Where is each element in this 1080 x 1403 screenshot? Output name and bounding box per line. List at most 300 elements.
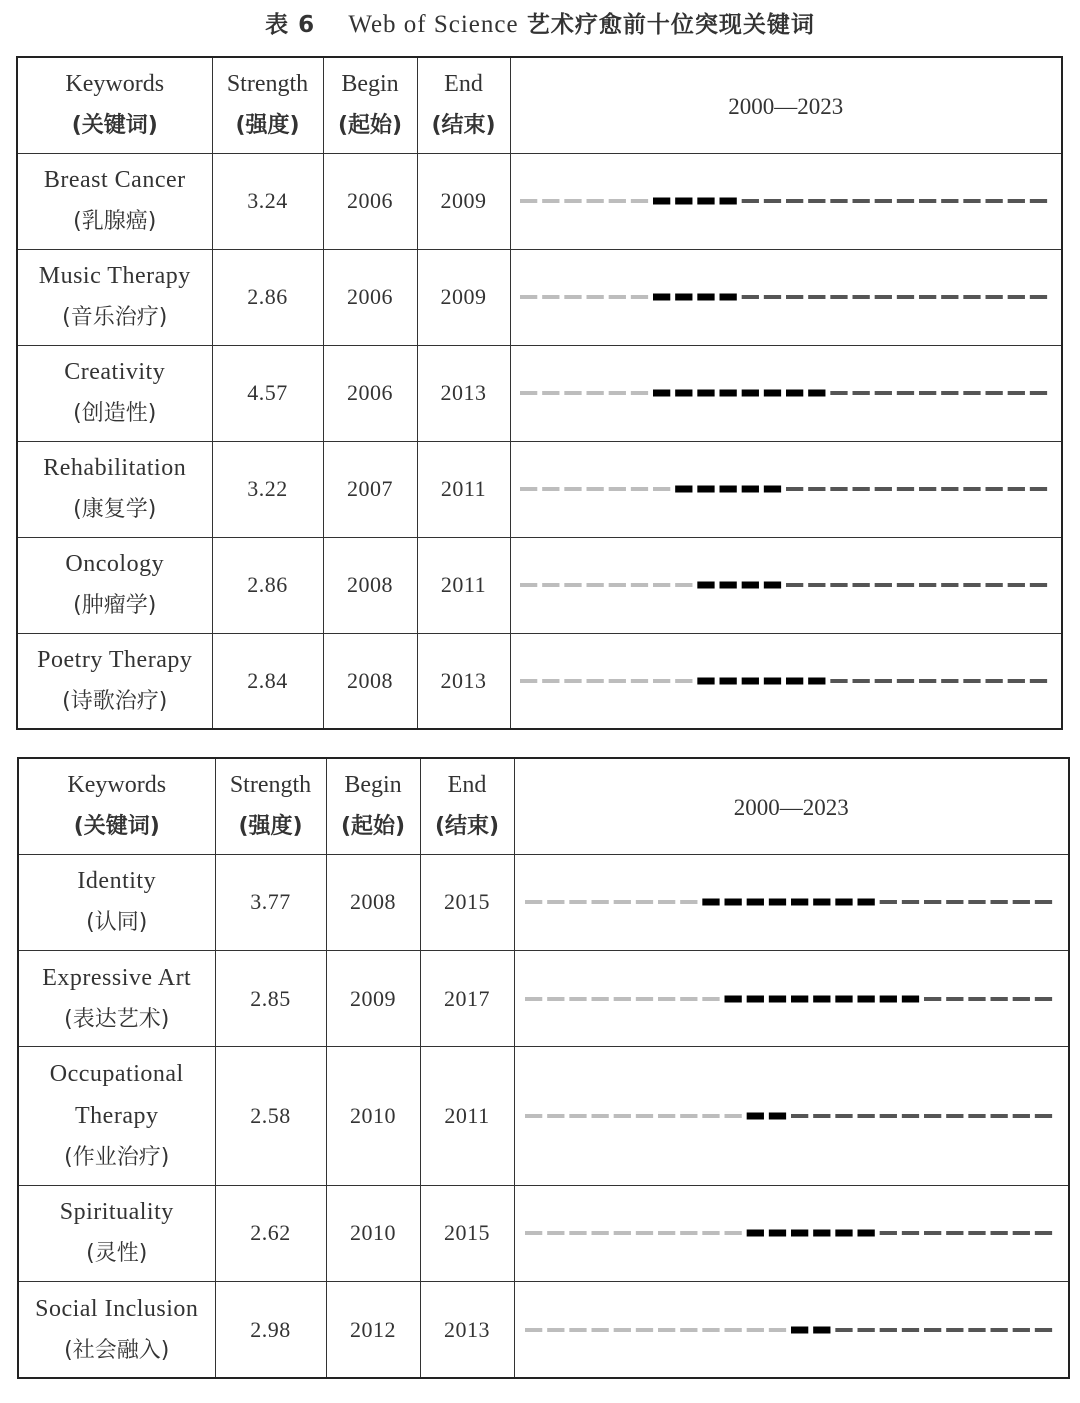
burst-segment-2010 [747, 995, 764, 1002]
pre-burst-segment-2011 [769, 1328, 786, 1332]
keyword-en: Occupational Therapy [49, 1061, 184, 1130]
pre-burst-segment-2004 [614, 900, 631, 904]
burst-segment-2017 [902, 995, 919, 1002]
pre-burst-segment-2004 [614, 1231, 631, 1235]
pre-burst-segment-2006 [653, 583, 670, 587]
post-burst-segment-2019 [941, 199, 958, 203]
begin-year: 2009 [326, 951, 420, 1047]
burst-segment-2012 [791, 899, 808, 906]
pre-burst-segment-2002 [570, 1231, 587, 1235]
pre-burst-segment-2004 [608, 487, 625, 491]
caption-text: 艺术疗愈前十位突现关键词 [526, 12, 815, 38]
post-burst-segment-2019 [946, 997, 963, 1001]
begin-year: 2006 [323, 249, 417, 345]
post-burst-segment-2018 [924, 1231, 941, 1235]
keyword-zh: (音乐治疗) [62, 305, 168, 330]
burst-segment-2013 [813, 899, 830, 906]
keyword-zh: (作业治疗) [64, 1145, 170, 1171]
header-begin-zh: (起始) [337, 113, 403, 139]
post-burst-segment-2015 [858, 1114, 875, 1118]
pre-burst-segment-2005 [631, 487, 648, 491]
pre-burst-segment-2002 [570, 997, 587, 1001]
pre-burst-segment-2009 [725, 1328, 742, 1332]
pre-burst-segment-2001 [547, 1231, 564, 1235]
keyword-zh: (肿瘤学) [73, 593, 157, 618]
post-burst-segment-2021 [985, 295, 1002, 299]
post-burst-segment-2017 [897, 583, 914, 587]
post-burst-segment-2021 [985, 583, 1002, 587]
keyword-en: Spirituality [59, 1199, 174, 1226]
burst-segment-2011 [769, 1230, 786, 1237]
begin-year: 2007 [323, 441, 417, 537]
burst-segment-2008 [697, 677, 714, 684]
pre-burst-segment-2005 [631, 199, 648, 203]
pre-burst-segment-2003 [592, 997, 609, 1001]
burst-segment-2009 [719, 390, 736, 397]
burst-segment-2010 [747, 1230, 764, 1237]
burst-segment-2011 [764, 677, 781, 684]
burst-segment-2011 [764, 582, 781, 589]
burst-segment-2008 [697, 582, 714, 589]
end-year: 2015 [420, 1185, 514, 1281]
pre-burst-segment-2004 [614, 1328, 631, 1332]
post-burst-segment-2017 [902, 900, 919, 904]
pre-burst-segment-2004 [608, 583, 625, 587]
post-burst-segment-2020 [963, 391, 980, 395]
pre-burst-segment-2003 [586, 583, 603, 587]
pre-burst-segment-2000 [520, 391, 537, 395]
post-burst-segment-2023 [1030, 295, 1047, 299]
caption-number: 表 6 [265, 12, 316, 38]
burst-timeline-cell [514, 1047, 1069, 1185]
pre-burst-segment-2003 [586, 679, 603, 683]
header-strength [215, 758, 326, 854]
burst-segment-2009 [719, 198, 736, 205]
post-burst-segment-2018 [919, 391, 936, 395]
begin-year: 2008 [326, 854, 420, 950]
pre-burst-segment-2001 [547, 1114, 564, 1118]
burst-segment-2014 [836, 1230, 853, 1237]
burst-segment-2008 [697, 294, 714, 301]
post-burst-segment-2021 [985, 679, 1002, 683]
post-burst-segment-2019 [941, 583, 958, 587]
pre-burst-segment-2002 [564, 391, 581, 395]
burst-segment-2015 [858, 1230, 875, 1237]
pre-burst-segment-2003 [586, 199, 603, 203]
pre-burst-segment-2000 [520, 199, 537, 203]
begin-year: 2010 [326, 1047, 420, 1185]
post-burst-segment-2023 [1030, 199, 1047, 203]
burst-timeline-cell [510, 633, 1062, 729]
post-burst-segment-2015 [858, 1328, 875, 1332]
burst-segment-2009 [719, 294, 736, 301]
header-end [417, 57, 510, 153]
post-burst-segment-2016 [874, 391, 891, 395]
pre-burst-segment-2006 [658, 900, 675, 904]
burst-segment-2011 [764, 390, 781, 397]
end-year: 2017 [420, 951, 514, 1047]
caption-database: Web of Science [348, 11, 519, 38]
post-burst-segment-2021 [985, 391, 1002, 395]
pre-burst-segment-2005 [636, 997, 653, 1001]
pre-burst-segment-2004 [614, 997, 631, 1001]
burst-segment-2008 [697, 486, 714, 493]
post-burst-segment-2021 [985, 199, 1002, 203]
end-year: 2009 [417, 153, 510, 249]
burst-timeline-cell [514, 854, 1069, 950]
strength-value: 2.58 [215, 1047, 326, 1185]
post-burst-segment-2017 [897, 199, 914, 203]
keyword-zh: (乳腺癌) [73, 209, 157, 234]
pre-burst-segment-2002 [564, 199, 581, 203]
pre-burst-segment-2007 [680, 1231, 697, 1235]
pre-burst-segment-2002 [570, 900, 587, 904]
pre-burst-segment-2001 [542, 199, 559, 203]
post-burst-segment-2020 [969, 1328, 986, 1332]
burst-segment-2010 [747, 1113, 764, 1120]
pre-burst-segment-2005 [631, 295, 648, 299]
table-row [17, 249, 1062, 345]
burst-segment-2007 [675, 294, 692, 301]
pre-burst-segment-2000 [525, 1114, 542, 1118]
post-burst-segment-2023 [1035, 1114, 1052, 1118]
burst-timeline-cell [514, 951, 1069, 1047]
pre-burst-segment-2004 [608, 295, 625, 299]
burst-segment-2010 [741, 677, 758, 684]
pre-burst-segment-2007 [680, 1328, 697, 1332]
burst-segment-2008 [697, 198, 714, 205]
keyword-cell [17, 441, 212, 537]
burst-segment-2015 [858, 899, 875, 906]
begin-year: 2008 [323, 633, 417, 729]
post-burst-segment-2020 [963, 679, 980, 683]
pre-burst-segment-2007 [680, 900, 697, 904]
header-end-en: End [447, 772, 487, 799]
post-burst-segment-2020 [963, 487, 980, 491]
post-burst-segment-2022 [1007, 487, 1024, 491]
keyword-cell [18, 1047, 215, 1185]
pre-burst-segment-2000 [520, 679, 537, 683]
pre-burst-segment-2009 [725, 1114, 742, 1118]
pre-burst-segment-2000 [525, 900, 542, 904]
table-row [18, 1185, 1069, 1281]
burst-segment-2010 [741, 390, 758, 397]
post-burst-segment-2011 [764, 295, 781, 299]
keyword-cell [18, 951, 215, 1047]
post-burst-segment-2016 [874, 295, 891, 299]
burst-segment-2009 [719, 677, 736, 684]
keyword-en: Oncology [65, 551, 165, 577]
burst-timeline [516, 381, 1056, 405]
end-year: 2013 [420, 1282, 514, 1378]
post-burst-segment-2022 [1013, 900, 1030, 904]
table-row [17, 345, 1062, 441]
keyword-zh: (认同) [86, 910, 148, 936]
post-burst-segment-2021 [991, 1328, 1008, 1332]
pre-burst-segment-2008 [703, 1328, 720, 1332]
pre-burst-segment-2004 [608, 679, 625, 683]
pre-burst-segment-2001 [542, 295, 559, 299]
keyword-cell [17, 345, 212, 441]
burst-segment-2011 [769, 1113, 786, 1120]
header-range [514, 758, 1069, 854]
post-burst-segment-2018 [924, 1114, 941, 1118]
table-row [17, 633, 1062, 729]
burst-segment-2009 [719, 582, 736, 589]
burst-timeline-cell [514, 1282, 1069, 1378]
header-keywords [18, 758, 215, 854]
pre-burst-segment-2002 [564, 679, 581, 683]
pre-burst-segment-2001 [547, 997, 564, 1001]
pre-burst-segment-2007 [675, 679, 692, 683]
keyword-cell [18, 1185, 215, 1281]
post-burst-segment-2015 [852, 679, 869, 683]
post-burst-segment-2014 [830, 295, 847, 299]
pre-burst-segment-2005 [631, 391, 648, 395]
burst-segment-2008 [697, 390, 714, 397]
burst-table-2 [17, 757, 1070, 1379]
burst-segment-2009 [725, 995, 742, 1002]
post-burst-segment-2017 [902, 1114, 919, 1118]
burst-segment-2006 [653, 198, 670, 205]
pre-burst-segment-2002 [570, 1114, 587, 1118]
post-burst-segment-2016 [880, 1328, 897, 1332]
burst-segment-2015 [858, 995, 875, 1002]
pre-burst-segment-2006 [658, 1114, 675, 1118]
strength-value: 2.86 [212, 249, 323, 345]
pre-burst-segment-2005 [631, 583, 648, 587]
end-year: 2013 [417, 633, 510, 729]
post-burst-segment-2021 [985, 487, 1002, 491]
pre-burst-segment-2000 [525, 1328, 542, 1332]
burst-segment-2008 [703, 899, 720, 906]
post-burst-segment-2018 [924, 997, 941, 1001]
post-burst-segment-2015 [852, 487, 869, 491]
post-burst-segment-2010 [741, 295, 758, 299]
burst-timeline [516, 573, 1056, 597]
post-burst-segment-2012 [786, 295, 803, 299]
pre-burst-segment-2003 [586, 487, 603, 491]
post-burst-segment-2023 [1035, 1231, 1052, 1235]
post-burst-segment-2020 [969, 900, 986, 904]
header-range-label: 2000—2023 [733, 795, 849, 820]
table-row [18, 854, 1069, 950]
post-burst-segment-2022 [1007, 391, 1024, 395]
burst-timeline [521, 987, 1061, 1011]
post-burst-segment-2013 [808, 583, 825, 587]
post-burst-segment-2014 [830, 679, 847, 683]
header-begin [326, 758, 420, 854]
pre-burst-segment-2008 [703, 997, 720, 1001]
burst-segment-2013 [808, 390, 825, 397]
burst-segment-2011 [769, 899, 786, 906]
post-burst-segment-2022 [1007, 199, 1024, 203]
keyword-en: Music Therapy [38, 263, 191, 289]
pre-burst-segment-2010 [747, 1328, 764, 1332]
keyword-zh: (康复学) [73, 497, 157, 522]
strength-value: 4.57 [212, 345, 323, 441]
post-burst-segment-2014 [836, 1328, 853, 1332]
keyword-en: Social Inclusion [35, 1295, 199, 1322]
pre-burst-segment-2004 [614, 1114, 631, 1118]
post-burst-segment-2020 [963, 583, 980, 587]
burst-segment-2016 [880, 995, 897, 1002]
keyword-en: Breast Cancer [43, 167, 186, 193]
header-strength-zh: (强度) [238, 814, 303, 840]
post-burst-segment-2018 [924, 900, 941, 904]
pre-burst-segment-2003 [592, 1114, 609, 1118]
burst-segment-2014 [836, 995, 853, 1002]
pre-burst-segment-2003 [592, 1328, 609, 1332]
pre-burst-segment-2001 [542, 679, 559, 683]
burst-segment-2013 [813, 1230, 830, 1237]
post-burst-segment-2017 [902, 1231, 919, 1235]
burst-segment-2010 [741, 486, 758, 493]
keyword-cell [17, 249, 212, 345]
begin-year: 2008 [323, 537, 417, 633]
header-end-zh: (结束) [434, 814, 500, 840]
burst-segment-2009 [719, 486, 736, 493]
post-burst-segment-2017 [897, 391, 914, 395]
pre-burst-segment-2005 [636, 900, 653, 904]
header-end-zh: (结束) [431, 113, 496, 139]
burst-timeline [516, 285, 1056, 309]
post-burst-segment-2018 [924, 1328, 941, 1332]
post-burst-segment-2012 [786, 487, 803, 491]
pre-burst-segment-2000 [520, 487, 537, 491]
post-burst-segment-2019 [946, 1328, 963, 1332]
header-strength-en: Strength [226, 71, 309, 98]
post-burst-segment-2012 [786, 583, 803, 587]
post-burst-segment-2015 [852, 295, 869, 299]
pre-burst-segment-2006 [658, 1328, 675, 1332]
pre-burst-segment-2006 [653, 487, 670, 491]
pre-burst-segment-2007 [680, 997, 697, 1001]
keyword-zh: (灵性) [86, 1241, 148, 1267]
post-burst-segment-2019 [946, 900, 963, 904]
burst-timeline [521, 890, 1061, 914]
pre-burst-segment-2008 [703, 1114, 720, 1118]
post-burst-segment-2020 [963, 199, 980, 203]
header-keywords-zh: (关键词) [71, 113, 158, 139]
header-range-label: 2000—2023 [728, 94, 844, 119]
pre-burst-segment-2001 [542, 487, 559, 491]
post-burst-segment-2020 [963, 295, 980, 299]
post-burst-segment-2022 [1013, 997, 1030, 1001]
post-burst-segment-2012 [791, 1114, 808, 1118]
burst-timeline [516, 477, 1056, 501]
post-burst-segment-2016 [874, 679, 891, 683]
post-burst-segment-2019 [941, 295, 958, 299]
post-burst-segment-2023 [1035, 900, 1052, 904]
header-begin-en: Begin [341, 71, 399, 98]
pre-burst-segment-2008 [703, 1231, 720, 1235]
header-strength [212, 57, 323, 153]
post-burst-segment-2016 [874, 487, 891, 491]
post-burst-segment-2018 [919, 487, 936, 491]
burst-segment-2014 [836, 899, 853, 906]
keyword-en: Identity [77, 868, 157, 895]
burst-timeline-cell [510, 537, 1062, 633]
keyword-cell [18, 854, 215, 950]
post-burst-segment-2013 [808, 199, 825, 203]
keyword-en: Creativity [64, 359, 166, 385]
header-row [17, 57, 1062, 153]
header-end [420, 758, 514, 854]
keyword-en: Expressive Art [42, 964, 192, 991]
pre-burst-segment-2009 [725, 1231, 742, 1235]
post-burst-segment-2018 [919, 679, 936, 683]
post-burst-segment-2016 [880, 1231, 897, 1235]
post-burst-segment-2022 [1007, 295, 1024, 299]
burst-timeline-cell [510, 441, 1062, 537]
begin-year: 2006 [323, 153, 417, 249]
pre-burst-segment-2007 [675, 583, 692, 587]
burst-timeline-cell [514, 1185, 1069, 1281]
begin-year: 2006 [323, 345, 417, 441]
burst-segment-2006 [653, 294, 670, 301]
header-keywords-en: Keywords [65, 71, 165, 98]
header-keywords-zh: (关键词) [73, 814, 160, 840]
post-burst-segment-2018 [919, 583, 936, 587]
pre-burst-segment-2000 [525, 1231, 542, 1235]
post-burst-segment-2022 [1013, 1231, 1030, 1235]
burst-segment-2013 [813, 995, 830, 1002]
burst-segment-2013 [808, 677, 825, 684]
pre-burst-segment-2000 [520, 583, 537, 587]
end-year: 2011 [417, 441, 510, 537]
header-begin-en: Begin [344, 772, 402, 799]
burst-segment-2012 [791, 1230, 808, 1237]
pre-burst-segment-2005 [631, 679, 648, 683]
post-burst-segment-2013 [808, 487, 825, 491]
keyword-cell [17, 153, 212, 249]
pre-burst-segment-2001 [547, 1328, 564, 1332]
burst-timeline [516, 189, 1056, 213]
burst-segment-2012 [791, 995, 808, 1002]
pre-burst-segment-2004 [608, 391, 625, 395]
post-burst-segment-2014 [836, 1114, 853, 1118]
pre-burst-segment-2000 [525, 997, 542, 1001]
keyword-cell [17, 537, 212, 633]
keyword-en: Poetry Therapy [37, 646, 193, 673]
post-burst-segment-2018 [919, 199, 936, 203]
burst-timeline [521, 1318, 1061, 1342]
post-burst-segment-2012 [786, 199, 803, 203]
post-burst-segment-2021 [991, 900, 1008, 904]
post-burst-segment-2022 [1013, 1114, 1030, 1118]
pre-burst-segment-2006 [653, 679, 670, 683]
pre-burst-segment-2001 [547, 900, 564, 904]
post-burst-segment-2021 [991, 1231, 1008, 1235]
burst-table-1 [16, 56, 1063, 730]
header-strength-zh: (强度) [235, 113, 300, 139]
keyword-zh: (社会融入) [64, 1337, 170, 1363]
keyword-cell [18, 1282, 215, 1378]
burst-segment-2010 [741, 582, 758, 589]
header-keywords-en: Keywords [67, 772, 167, 799]
strength-value: 2.98 [215, 1282, 326, 1378]
begin-year: 2012 [326, 1282, 420, 1378]
burst-segment-2012 [786, 390, 803, 397]
burst-timeline [516, 669, 1056, 693]
pre-burst-segment-2001 [542, 583, 559, 587]
keyword-zh: (创造性) [73, 401, 157, 426]
burst-timeline [521, 1104, 1061, 1128]
post-burst-segment-2018 [919, 295, 936, 299]
strength-value: 3.77 [215, 854, 326, 950]
post-burst-segment-2015 [852, 391, 869, 395]
